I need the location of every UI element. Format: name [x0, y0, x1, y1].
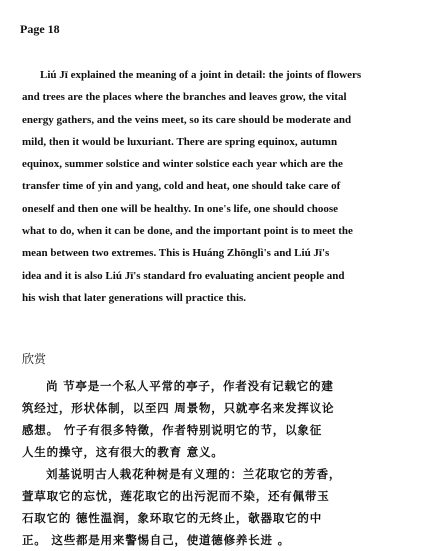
paragraph-line: and trees are the places where the branches and leaves grow, the vital — [22, 91, 347, 104]
paragraph-line: 人生的操守，这有很大的教育 意义。 — [22, 445, 224, 459]
page-number: Page 18 — [20, 22, 60, 36]
paragraph-line: what to do, when it can be done, and the important point is to meet the — [22, 225, 353, 238]
paragraph-line: transfer time of yin and yang, cold and heat, one should take care of — [22, 180, 341, 193]
paragraph-line: 感想。 竹子有很多特徵，作者特别说明它的节，以象征 — [22, 423, 323, 437]
paragraph-line: idea and it is also Liú Jī's standard fro evaluating ancient people and — [22, 269, 345, 282]
paragraph-line: equinox, summer solstice and winter solstice each year which are the — [22, 158, 343, 171]
paragraph-line: 刘基说明古人栽花种树是有义理的：兰花取它的芳香， — [46, 467, 342, 481]
english-paragraph — [22, 64, 406, 309]
paragraph-line: mild, then it would be luxuriant. There are spring equinox, autumn — [22, 135, 338, 148]
paragraph-line: mean between two extremes. This is Huáng Zhōnglì's and Liú Jī's — [22, 247, 330, 260]
paragraph-line: energy gathers, and the veins meet, so its care should be moderate and — [22, 113, 352, 126]
paragraph-line: his wish that later generations will practice this. — [22, 291, 247, 304]
paragraph-line: 石取它的 德性温润，象环取它的无终止，欹器取它的中 — [22, 511, 323, 525]
chinese-paragraph-1 — [22, 375, 406, 463]
paragraph-line: 萱草取它的忘忧，莲花取它的出污泥而不染，还有佩带玉 — [22, 489, 330, 503]
chinese-paragraph-2 — [22, 463, 406, 551]
paragraph-line: 筑经过，形状体制，以至四 周景物，只就亭名来发挥议论 — [22, 401, 335, 415]
paragraph-line: Liú Jī explained the meaning of a joint in detail: the joints of flowers — [40, 69, 362, 81]
section-heading: 欣赏 — [22, 352, 47, 366]
paragraph-line: oneself and then one will be healthy. In one's life, one should choose — [22, 202, 338, 215]
paragraph-line: 正。 这些都是用来警惕自己，使道德修养长进 。 — [22, 533, 290, 547]
paragraph-line: 尚 节亭是一个私人平常的亭子，作者没有记载它的建 — [46, 379, 334, 393]
